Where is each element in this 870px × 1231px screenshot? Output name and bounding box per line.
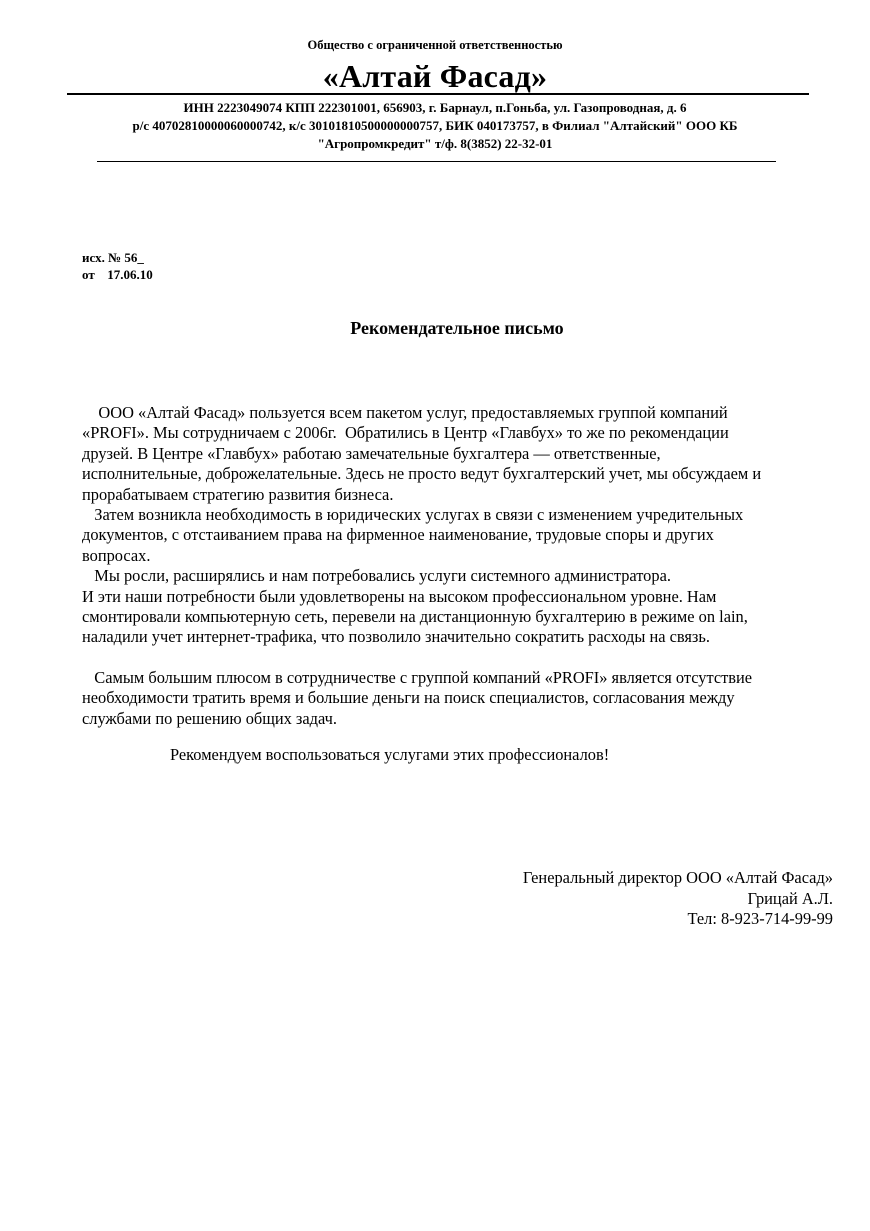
requisites xyxy=(70,99,800,153)
signature-name: Грицай А.Л. xyxy=(747,888,833,908)
outgoing-reference xyxy=(82,249,153,283)
org-name: «Алтай Фасад» xyxy=(322,58,548,94)
body-line: службами по решению общих задач. xyxy=(82,708,337,728)
letterhead-rule-thin xyxy=(97,161,776,162)
body-line: вопросах. xyxy=(82,545,151,565)
requisites-line: р/с 40702810000060000742, к/с 30101810500000000757, БИК 040173757, в Филиал "Алтайский" ООО КБ xyxy=(132,118,738,133)
letter-body xyxy=(82,403,827,729)
body-line: ООО «Алтай Фасад» пользуется всем пакетом услуг, предоставляемых группой компаний xyxy=(82,403,728,422)
letterhead-rule-thick xyxy=(67,93,809,95)
reference-date-label: от xyxy=(82,267,95,282)
body-line: смонтировали компьютерную сеть, перевели на дистанционную бухгалтерию в режиме on lain, xyxy=(82,606,748,626)
signature-position: Генеральный директор ООО «Алтай Фасад» xyxy=(522,868,833,887)
letter-title: Рекомендательное письмо xyxy=(350,318,564,338)
requisites-line: ИНН 2223049074 КПП 222301001, 656903, г. Барнаул, п.Гоньба, ул. Газопроводная, д. 6 xyxy=(183,100,687,115)
body-line: Мы росли, расширялись и нам потребовались услуги системного администратора. xyxy=(82,566,671,586)
body-line: И эти наши потребности были удовлетворены на высоком профессиональном уровне. Нам xyxy=(82,586,717,606)
reference-date-value: 17.06.10 xyxy=(107,267,153,282)
body-line: «PROFI». Мы сотрудничаем с 2006г. Обратились в Центр «Главбух» то же по рекомендации xyxy=(82,423,729,443)
signature-phone: Тел: 8-923-714-99-99 xyxy=(687,909,833,928)
body-line: Затем возникла необходимость в юридических услугах в связи с изменением учредительных xyxy=(82,504,744,524)
signature-block xyxy=(523,868,833,930)
reference-number: исх. № 56_ xyxy=(82,250,144,265)
body-line: необходимости тратить время и большие деньги на поиск специалистов, согласования между xyxy=(82,688,735,708)
body-line: прорабатываем стратегию развития бизнеса. xyxy=(82,484,394,504)
body-line: Самым большим плюсом в сотрудничестве с группой компаний «PROFI» является отсутствие xyxy=(82,668,753,688)
requisites-line: "Агропромкредит" т/ф. 8(3852) 22-32-01 xyxy=(317,136,553,151)
paragraph-gap xyxy=(82,648,827,668)
body-line: друзей. В Центре «Главбух» работаю замечательные бухгалтера — ответственные, xyxy=(82,443,661,463)
body-line: исполнительные, доброжелательные. Здесь не просто ведут бухгалтерский учет, мы обсуждаем и xyxy=(82,464,762,484)
closing-line: Рекомендуем воспользоваться услугами этих профессионалов! xyxy=(170,745,610,764)
body-line: наладили учет интернет-трафика, что позволило значительно сократить расходы на связь. xyxy=(82,627,710,647)
org-type: Общество с ограниченной ответственностью xyxy=(307,38,563,52)
body-line: документов, с отстаиванием права на фирменное наименование, трудовые споры и других xyxy=(82,525,714,545)
reference-date xyxy=(82,266,153,283)
